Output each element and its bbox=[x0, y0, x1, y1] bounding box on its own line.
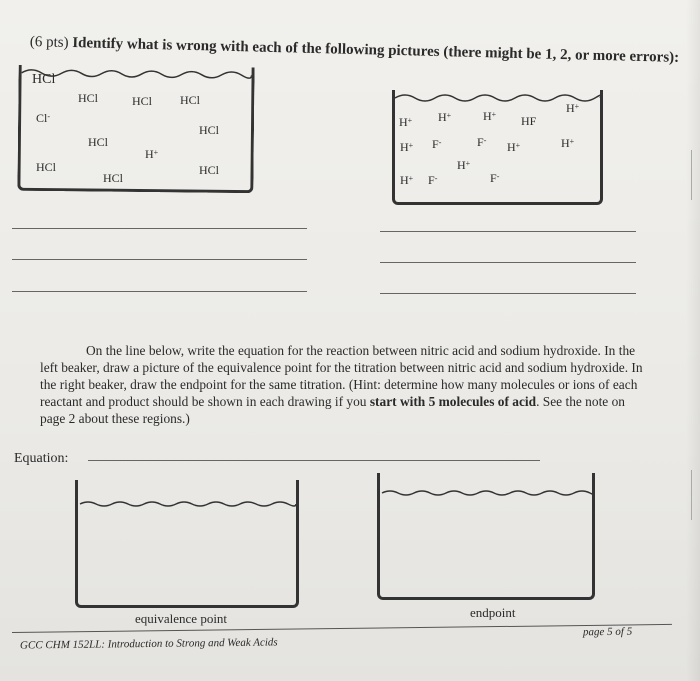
question-header bbox=[30, 34, 680, 67]
species-hydrogen-ion: H+ bbox=[457, 158, 471, 172]
liquid-surface-wave bbox=[21, 65, 251, 83]
species-hcl: HCl bbox=[32, 72, 56, 87]
equation-line[interactable] bbox=[88, 460, 540, 461]
species-hydrogen-ion: H+ bbox=[561, 136, 575, 150]
instructions-text-2: . See the note on page 2 about these regions.) bbox=[40, 394, 625, 426]
species-hcl: HCl bbox=[180, 93, 201, 107]
paper-edge bbox=[686, 0, 700, 681]
equation-label: Equation: bbox=[14, 451, 69, 466]
species-fluoride-ion: F- bbox=[428, 173, 438, 187]
species-hcl: HCl bbox=[36, 160, 57, 174]
answer-line-right-2[interactable] bbox=[380, 262, 636, 263]
liquid-surface-wave bbox=[78, 480, 296, 516]
answer-line-left-3[interactable] bbox=[12, 291, 307, 292]
species-hydrogen-ion: H+ bbox=[145, 147, 159, 161]
instructions-paragraph bbox=[40, 342, 650, 427]
species-hf: HF bbox=[521, 114, 537, 128]
species-fluoride-ion: F- bbox=[432, 137, 442, 151]
species-fluoride-ion: F- bbox=[490, 171, 500, 185]
footer-rule bbox=[12, 624, 672, 633]
species-hydrogen-ion: H+ bbox=[566, 101, 580, 115]
species-hydrogen-ion: H+ bbox=[400, 140, 414, 154]
instructions-text-1: On the line below, write the equation for the reaction between nitric acid and sodium hydroxide. In the left beaker, draw a picture of the equivalence point for the titration between nitric acid and sodium hydroxide. In the right beaker, draw the endpoint for the same titration. (Hint: determine how many molecules or ions of each reactant and product should be shown in each drawing if you bbox=[40, 343, 643, 409]
liquid-surface-wave bbox=[380, 473, 592, 503]
answer-line-right-3[interactable] bbox=[380, 293, 636, 294]
question-points: (6 pts) bbox=[29, 34, 69, 51]
equivalence-point-label: equivalence point bbox=[135, 611, 228, 626]
species-hcl: HCl bbox=[132, 94, 153, 108]
footer-course: GCC CHM 152LL: Introduction to Strong and Weak Acids bbox=[19, 636, 278, 652]
species-hcl: HCl bbox=[199, 123, 220, 137]
species-fluoride-ion: F- bbox=[477, 135, 487, 149]
species-hydrogen-ion: H+ bbox=[507, 140, 521, 154]
species-hydrogen-ion: H+ bbox=[400, 173, 414, 187]
answer-line-left-2[interactable] bbox=[12, 259, 307, 260]
question-prompt: Identify what is wrong with each of the following pictures (there might be 1, 2, or more errors): bbox=[72, 35, 680, 66]
species-hydrogen-ion: H+ bbox=[438, 110, 452, 124]
species-hcl: HCl bbox=[199, 163, 220, 177]
binder-hole bbox=[691, 150, 697, 200]
species-hydrogen-ion: H+ bbox=[399, 115, 413, 129]
species-chloride-ion: Cl- bbox=[36, 111, 51, 125]
binder-hole bbox=[691, 470, 697, 520]
species-hcl: HCl bbox=[88, 135, 109, 149]
endpoint-label: endpoint bbox=[470, 605, 516, 620]
species-hcl: HCl bbox=[78, 91, 99, 105]
beaker-equivalence-point[interactable] bbox=[75, 480, 299, 608]
answer-line-left-1[interactable] bbox=[12, 228, 307, 229]
instructions-bold: start with 5 molecules of acid bbox=[369, 394, 537, 409]
species-hydrogen-ion: H+ bbox=[483, 109, 497, 123]
footer-page-number: page 5 of 5 bbox=[582, 625, 633, 639]
beaker-endpoint[interactable] bbox=[377, 473, 595, 600]
answer-line-right-1[interactable] bbox=[380, 231, 636, 232]
species-hcl: HCl bbox=[103, 171, 124, 185]
